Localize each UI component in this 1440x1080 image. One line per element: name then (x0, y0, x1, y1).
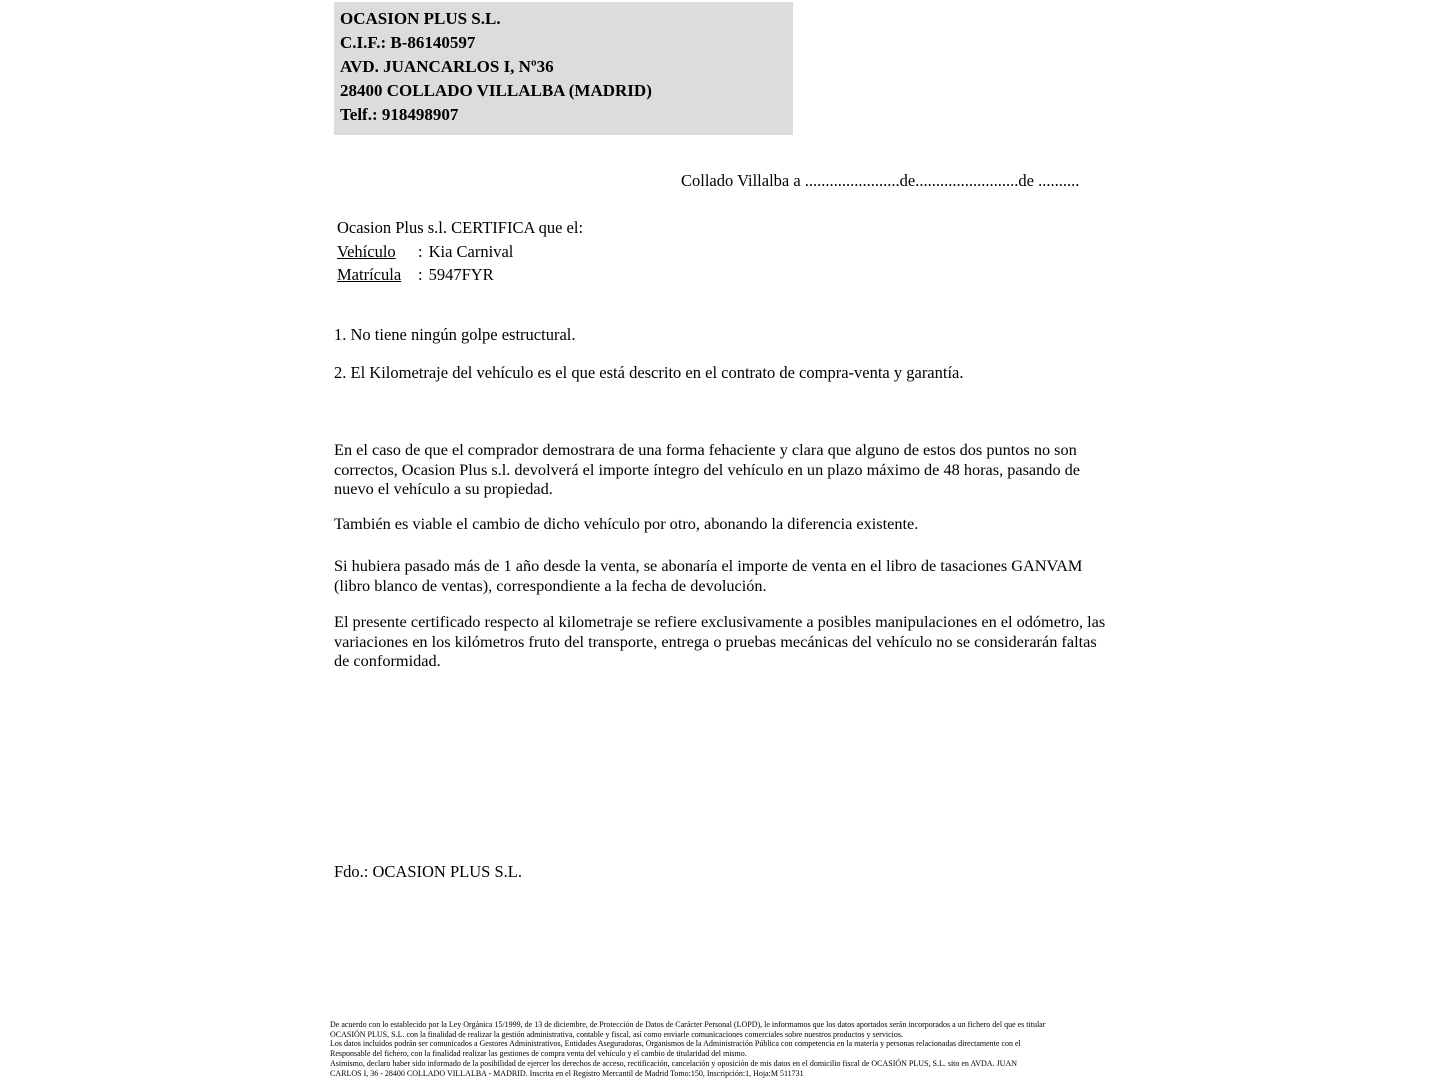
legal-footer-line: Los datos incluidos podrán ser comunicados a Gestores Administrativos, Entidades Aseguradoras, Organismos de la Administración Pública con competencia en la materia y personas relacionadas directamente con el (330, 1039, 1021, 1049)
refund-paragraph: En el caso de que el comprador demostrara de una forma fehaciente y clara que alguno de estos dos puntos no son correctos, Ocasion Plus s.l. devolverá el importe íntegro del vehículo en un plazo máximo de 48 horas, pasando de nuevo el vehículo a su propiedad. (334, 440, 1081, 499)
certification-block (337, 216, 583, 287)
plate-field-value: 5947FYR (428, 265, 494, 285)
vehicle-field-separator: : (418, 241, 423, 261)
company-name: OCASION PLUS S.L. (340, 9, 501, 28)
certify-intro: Ocasion Plus s.l. CERTIFICA que el: (337, 218, 584, 237)
legal-footer-line: CARLOS I, 36 - 28400 COLLADO VILLALBA - MADRID. Inscrita en el Registro Mercantil de Madrid Tomo:150, Inscripción:1, Hoja:M 511731 (330, 1068, 804, 1078)
legal-footer-line: Asimismo, declaro haber sido informado de la posibilidad de ejercer los derechos de acceso, rectificación, cancelación y oposición de mis datos en el domicilio fiscal de OCASIÓN PLUS, S.L. sito en AVDA. JUAN (330, 1058, 1018, 1068)
plate-field-label: Matrícula (337, 265, 402, 285)
legal-footer-line: Responsable del fichero, con la finalidad realizar las gestiones de compra venta del vehículo y el cambio de titularidad del mismo. (330, 1049, 747, 1059)
signature-line: Fdo.: OCASION PLUS S.L. (334, 862, 522, 881)
exchange-paragraph: También es viable el cambio de dicho vehículo por otro, abonando la diferencia existente. (334, 514, 919, 533)
plate-field (337, 263, 583, 287)
ganvam-paragraph: Si hubiera pasado más de 1 año desde la venta, se abonaría el importe de venta en el libro de tasaciones GANVAM (libro blanco de ventas), correspondiente a la fecha de devolución. (334, 556, 1083, 595)
company-address-street: AVD. JUANCARLOS I, Nº36 (340, 57, 554, 76)
company-address-city: 28400 COLLADO VILLALBA (MADRID) (340, 81, 652, 100)
legal-footer (330, 1020, 1120, 1078)
date-placeholder-line: Collado Villalba a .......................de.........................de .......... (681, 171, 1080, 190)
company-phone: Telf.: 918498907 (340, 105, 459, 124)
legal-footer-line: OCASIÓN PLUS, S.L. con la finalidad de realizar la gestión administrativa, contable y fiscal, así como enviarle comunicaciones comerciales sobre nuestros productos y servicios. (330, 1029, 903, 1039)
vehicle-field-value: Kia Carnival (428, 241, 514, 261)
legal-footer-line: De acuerdo con lo establecido por la Ley Orgánica 15/1999, de 13 de diciembre, de Protección de Datos de Carácter Personal (LOPD), le informamos que los datos aportados serán incorporados a un fichero del que es titular (330, 1020, 1046, 1029)
condition-point-1: 1. No tiene ningún golpe estructural. (334, 325, 576, 344)
vehicle-field (337, 240, 583, 264)
vehicle-field-label: Vehículo (337, 241, 396, 261)
company-header-box (334, 2, 793, 135)
odometer-paragraph: El presente certificado respecto al kilometraje se refiere exclusivamente a posibles manipulaciones en el odómetro, las variaciones en los kilómetros fruto del transporte, entrega o pruebas mecánicas del vehículo no se considerarán faltas de conformidad. (334, 612, 1106, 671)
condition-point-2: 2. El Kilometraje del vehículo es el que está descrito en el contrato de compra-venta y garantía. (334, 363, 964, 382)
company-cif: C.I.F.: B-86140597 (340, 33, 476, 52)
plate-field-separator: : (418, 265, 423, 285)
